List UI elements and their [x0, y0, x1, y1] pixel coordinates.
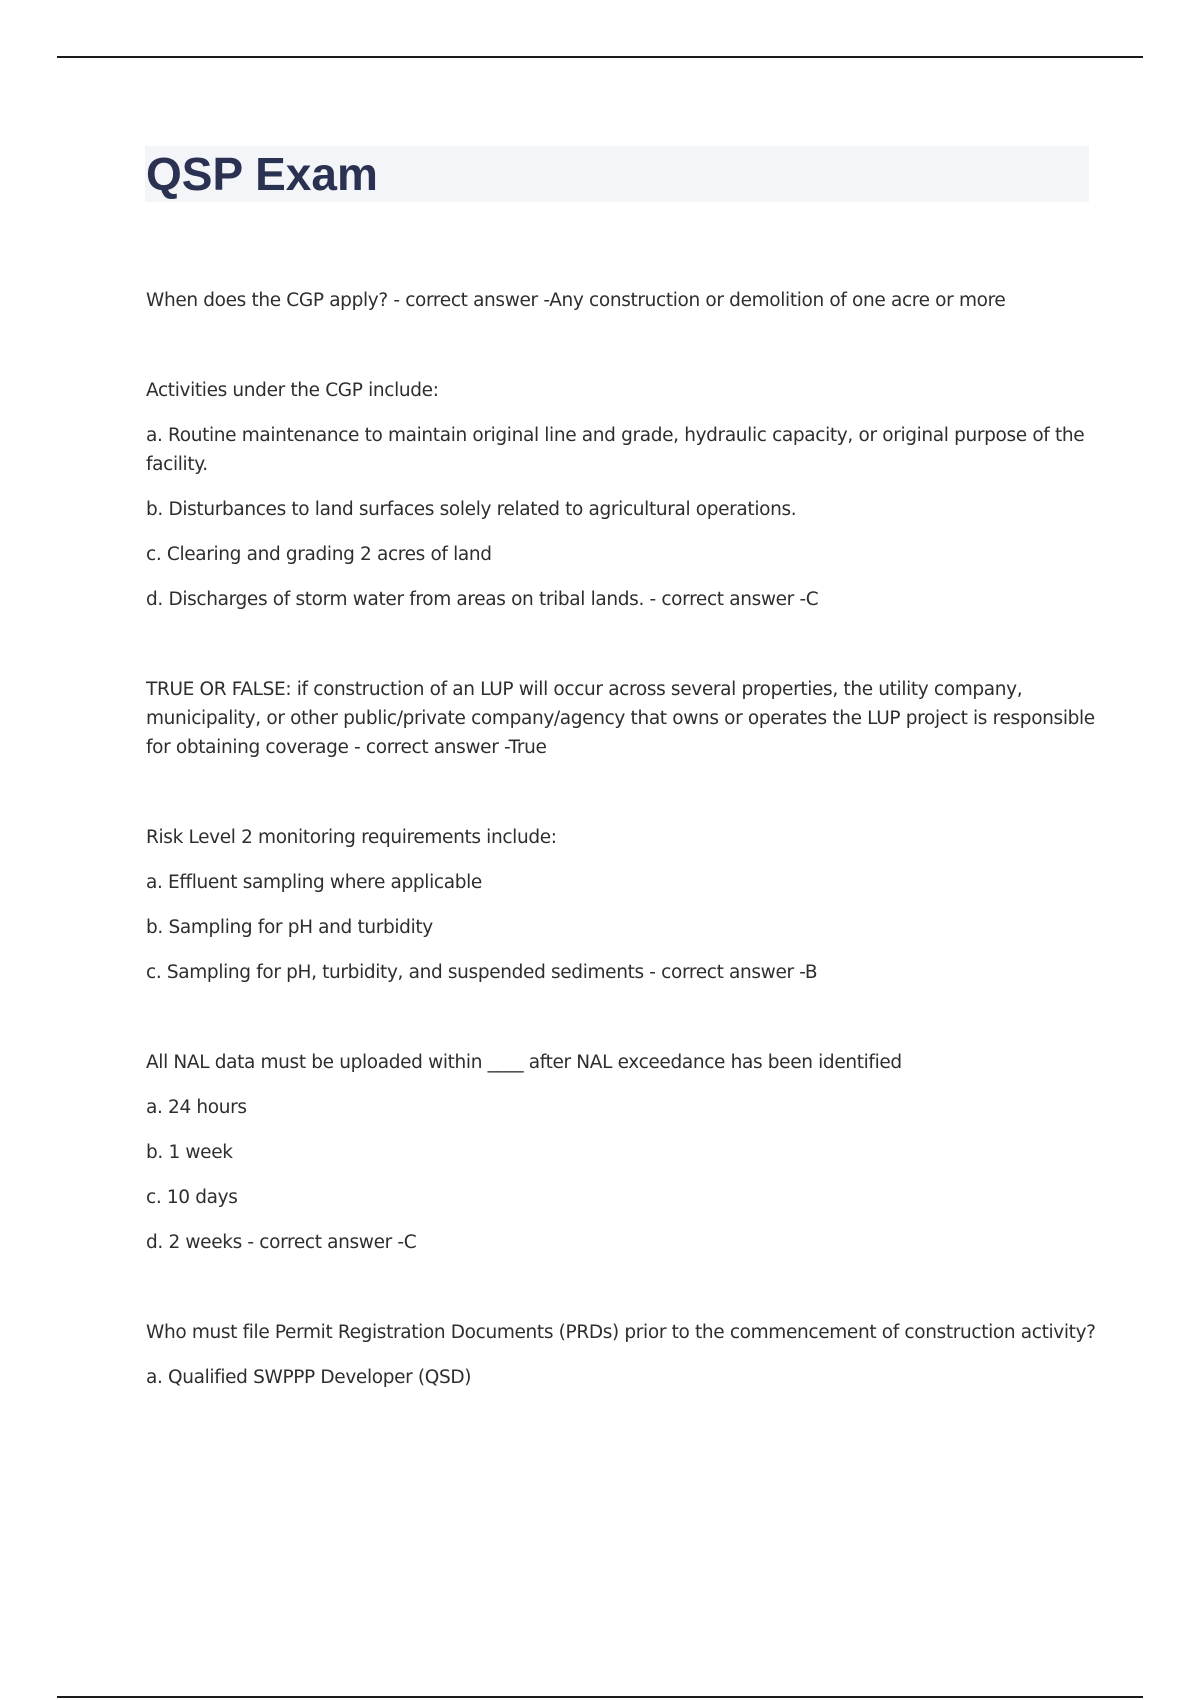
document-title: QSP Exam — [146, 148, 378, 200]
answer-option: d. 2 weeks - correct answer -C — [146, 1232, 417, 1253]
bottom-rule — [57, 1696, 1143, 1698]
answer-option: a. 24 hours — [146, 1097, 247, 1118]
question-text: Activities under the CGP include: — [146, 380, 439, 401]
question-block — [146, 675, 1096, 762]
answer-option: a. Effluent sampling where applicable — [146, 872, 482, 893]
questions-list — [146, 286, 1096, 1392]
question-block — [146, 286, 1096, 315]
question-block — [146, 376, 1096, 614]
answer-option: a. Qualified SWPPP Developer (QSD) — [146, 1367, 472, 1388]
answer-option: b. Disturbances to land surfaces solely related to agricultural operations. — [146, 499, 797, 520]
answer-option: b. Sampling for pH and turbidity — [146, 917, 433, 938]
answer-option: c. Sampling for pH, turbidity, and suspended sediments - correct answer -B — [146, 962, 818, 983]
question-text: TRUE OR FALSE: if construction of an LUP will occur across several properties, the utility company, municipality, or other public/private company/agency that owns or operates the LUP project is responsible for obtaining coverage - correct answer -True — [146, 679, 1095, 758]
question-text: Risk Level 2 monitoring requirements include: — [146, 827, 557, 848]
answer-option: c. Clearing and grading 2 acres of land — [146, 544, 492, 565]
top-rule — [57, 56, 1143, 58]
question-text: When does the CGP apply? - correct answer -Any construction or demolition of one acre or more — [146, 290, 1006, 311]
answer-option: d. Discharges of storm water from areas on tribal lands. - correct answer -C — [146, 589, 819, 610]
answer-option: c. 10 days — [146, 1187, 238, 1208]
question-text: Who must file Permit Registration Documents (PRDs) prior to the commencement of construction activity? — [146, 1322, 1096, 1343]
question-block — [146, 823, 1096, 987]
question-text: All NAL data must be uploaded within ____ after NAL exceedance has been identified — [146, 1052, 902, 1073]
question-block — [146, 1318, 1096, 1392]
question-block — [146, 1048, 1096, 1257]
answer-option: a. Routine maintenance to maintain original line and grade, hydraulic capacity, or original purpose of the facility. — [146, 425, 1085, 475]
answer-option: b. 1 week — [146, 1142, 233, 1163]
